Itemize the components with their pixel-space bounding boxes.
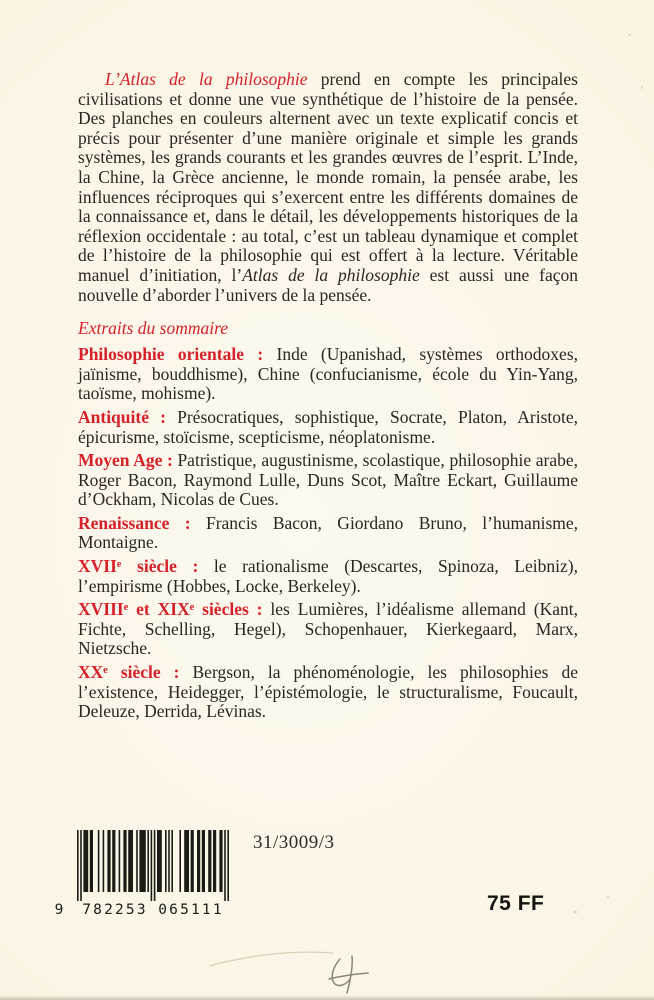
summary-heading: Extraits du sommaire <box>78 318 229 339</box>
isbn-barcode <box>50 826 235 920</box>
section-text: les Lumières, l’idéalisme allemand (Kant, Fichte, Schelling, Hegel), Schopenhauer, Kierkegaard, Marx, Nietzsche. <box>78 599 579 659</box>
section-text: Inde (Upanishad, systèmes orthodoxes, jaïnisme, bouddhisme), Chine (confucianisme, école du Yin-Yang, taoïsme, mohisme). <box>78 344 578 404</box>
section-label: Philosophie orientale : <box>78 344 264 365</box>
summary-section-antiquite <box>78 408 578 447</box>
paper-speck <box>628 34 631 36</box>
section-label: XXᵉ siècle : <box>78 662 180 683</box>
section-label: Antiquité : <box>78 406 166 427</box>
barcode-bars <box>77 830 229 901</box>
summary-section-renaissance <box>78 514 578 553</box>
summary-section-moyen-age <box>78 451 578 510</box>
paper-speck <box>574 911 577 913</box>
intro-lead-title: L’Atlas de la philosophie <box>105 69 308 89</box>
summary-section-xviii-xix <box>78 600 578 659</box>
section-label: XVIIᵉ siècle : <box>78 556 199 577</box>
paper-speck <box>607 896 609 898</box>
summary-section-orientale <box>78 345 578 404</box>
catalog-number: 31/3009/3 <box>253 832 335 853</box>
section-text: Francis Bacon, Giordano Bruno, l’humanisme, Montaigne. <box>78 512 579 553</box>
handwritten-four <box>329 956 368 993</box>
price-label: 75 FF <box>487 892 545 915</box>
section-label: Moyen Age : <box>78 450 173 471</box>
section-label: XVIIIᵉ et XIXᵉ siècles : <box>78 599 263 620</box>
paper-speck <box>641 86 643 89</box>
section-label: Renaissance : <box>78 512 191 533</box>
barcode-digits-right: 065111 <box>158 902 224 918</box>
section-text: Bergson, la phénoménologie, les philosophies de l’existence, Heidegger, l’épistémologie, le structuralisme, Foucault, Deleuze, Derrida, Lévinas. <box>78 662 578 722</box>
summary-section-xvii <box>78 557 578 596</box>
summary-section-xx <box>78 663 578 722</box>
section-text: le rationalisme (Descartes, Spinoza, Leibniz), l’empirisme (Hobbes, Locke, Berkeley). <box>78 556 578 596</box>
section-text: Présocratiques, sophistique, Socrate, Platon, Aristote, épicurisme, stoïcisme, scepticisme, néoplatonisme. <box>78 406 579 447</box>
intro-body: prend en compte les principales civilisations et donne une vue synthétique de l’histoire de la pensée. Des planches en couleurs alternent avec un texte explicatif concis et précis pour présenter d’une manière originale et simple les grands systèmes, les grands courants et les grandes œuvres de l’esprit. L’Inde, la Chine, la Grèce ancienne, le monde romain, la pensée arabe, les influences réciproques qui s’exercent entre les différents domaines de la connaissance et, dans le détail, les développements historiques de la réflexion occidentale : au total, c’est un tableau dynamique et complet de l’histoire de la philosophie qui est offert à la lecture. Véritable manuel d’initiation, l’ <box>78 69 578 285</box>
barcode-svg <box>50 826 235 920</box>
intro-closing: est aussi une façon nouvelle d’aborder l’univers de la pensée. <box>78 264 578 305</box>
intro-paragraph <box>78 70 578 305</box>
barcode-digits-left: 782253 <box>82 902 148 918</box>
cover-text-block <box>78 70 578 726</box>
section-text: Patristique, augustinisme, scolastique, philosophie arabe, Roger Bacon, Raymond Lulle, Duns Scot, Maître Eckart, Guillaume d’Ockham, Nicolas de Cues. <box>78 450 578 510</box>
barcode-digit-first: 9 <box>54 902 64 918</box>
pencil-smudge <box>210 952 333 966</box>
intro-book-title: Atlas de la philosophie <box>242 264 420 285</box>
